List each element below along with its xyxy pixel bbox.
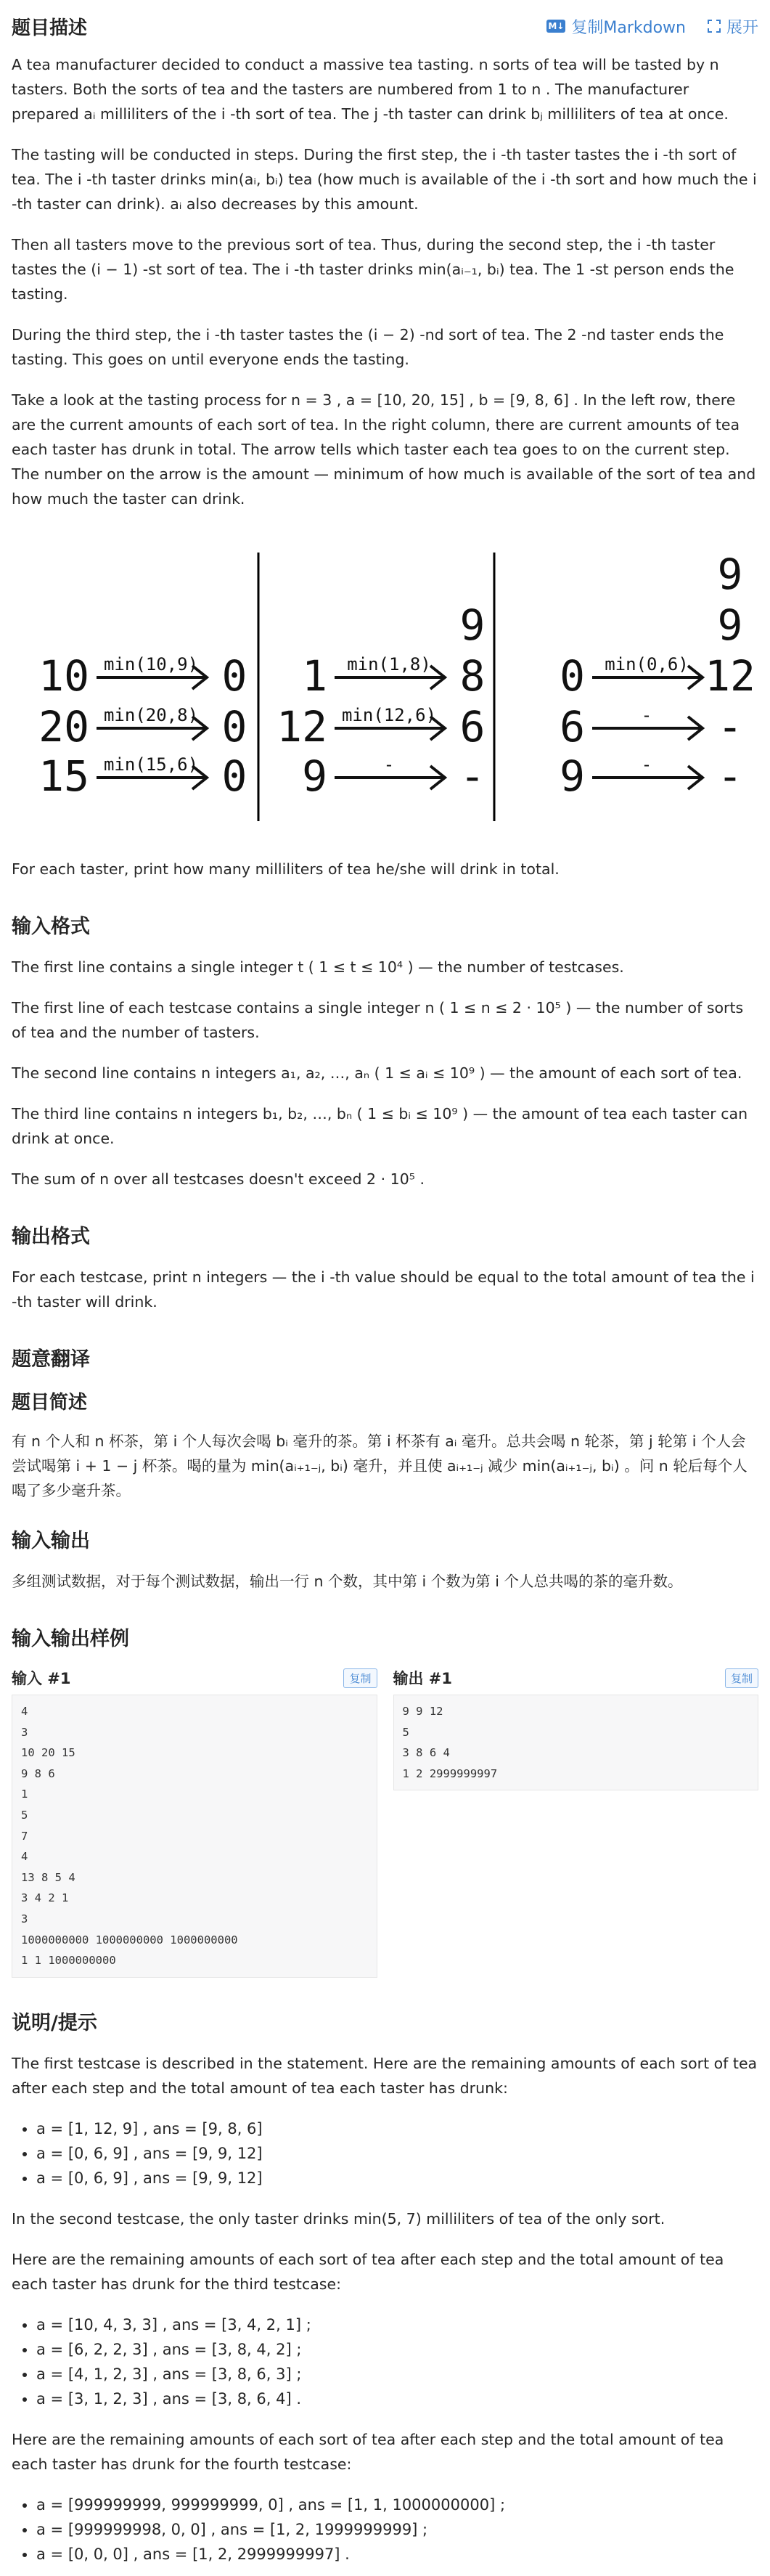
hint-list-item: • a = [0, 0, 0] , ans = [1, 2, 2999999997] . — [36, 2542, 758, 2567]
hint-list-item: • a = [4, 1, 2, 3] , ans = [3, 8, 6, 3] ; — [36, 2362, 758, 2387]
arrow-label: min(12,6) — [341, 705, 437, 725]
samples-title: 输入输出样例 — [12, 1628, 129, 1650]
hint-list-item: • a = [0, 6, 9] , ans = [9, 9, 12] — [36, 2166, 758, 2190]
taster-total-right: 12 — [705, 651, 755, 701]
sample-output-title: 输出 #1 — [393, 1670, 453, 1687]
taster-total-right: - — [717, 702, 743, 751]
taster-finished-total: 9 — [717, 550, 743, 599]
hint-list-item: • a = [0, 6, 9] , ans = [9, 9, 12] — [36, 2141, 758, 2166]
desc-paragraph-1: A tea manufacturer decided to conduct a massive tea tasting. n sorts of tea will be tasted by n tasters. Both the sorts of tea and the tasters are numbered from 1 to n . The manufacturer prepared aᵢ milliliters of the i -th sort of tea. The j -th taster can drink bⱼ milliliters of tea at once. — [12, 56, 729, 123]
translation-summary-text: 有 n 个人和 n 杯茶，第 i 个人每次会喝 bᵢ 毫升的茶。第 i 杯茶有 aᵢ 毫升。总共会喝 n 轮茶，第 j 轮第 i 个人会尝试喝第 i + 1 − j 杯茶。喝的量为 min(aᵢ₊₁₋ⱼ, bᵢ) 毫升，并且使 aᵢ₊₁₋ⱼ 减少 min(aᵢ₊₁₋ⱼ, bᵢ) 。问 n 轮后每个人喝了多少毫升茶。 — [12, 1432, 748, 1499]
taster-finished-total: 9 — [459, 600, 486, 650]
taster-finished-total: 9 — [717, 600, 743, 650]
input-format-p1: The first line contains a single integer t ( 1 ≤ t ≤ 10⁴ ) — the number of testcases. — [12, 958, 624, 976]
sample-input-title: 输入 #1 — [12, 1670, 71, 1687]
taster-total-right: 6 — [459, 702, 486, 751]
title-bar — [12, 0, 758, 52]
arrow-label: - — [641, 754, 652, 775]
tea-amount-left: 12 — [277, 702, 327, 751]
arrow-label: min(20,8) — [103, 705, 199, 725]
copy-markdown-label: 复制Markdown — [571, 18, 686, 37]
arrow-label: - — [641, 705, 652, 725]
expand-button[interactable] — [708, 15, 758, 38]
taster-total-right: 0 — [221, 751, 247, 801]
hint-title: 说明/提示 — [12, 2011, 97, 2034]
hint-list-3 — [12, 2493, 758, 2567]
translation-io-text: 多组测试数据，对于每个测试数据，输出一行 n 个数，其中第 i 个数为第 i 个人总共喝的茶的毫升数。 — [12, 1573, 683, 1590]
arrow-label: - — [383, 754, 395, 775]
title-actions — [546, 15, 758, 38]
hint-list-item: • a = [1, 12, 9] , ans = [9, 8, 6] — [36, 2116, 758, 2141]
hint-p1: The first testcase is described in the statement. Here are the remaining amounts of each sort of tea after each step and the total amount of tea each taster has drunk: — [12, 2054, 758, 2097]
arrow-label: min(15,6) — [103, 754, 199, 775]
sample-output — [393, 1667, 759, 1978]
tea-amount-left: 9 — [560, 751, 585, 801]
hint-list-item: • a = [999999999, 999999999, 0] , ans = [1, 1, 1000000000] ; — [36, 2493, 758, 2517]
output-format-title: 输出格式 — [12, 1226, 90, 1248]
markdown-icon: M↓ — [548, 21, 565, 31]
hint-list-2 — [12, 2312, 758, 2411]
taster-total-right: 0 — [221, 702, 247, 751]
sample-output-header — [393, 1667, 759, 1689]
hint-list-1 — [12, 2116, 758, 2190]
translation-io-title: 输入输出 — [12, 1530, 90, 1552]
expand-icon — [708, 20, 721, 33]
translation-title: 题意翻译 — [12, 1348, 90, 1371]
desc-paragraph-2: The tasting will be conducted in steps. During the first step, the i -th taster tastes the i -th sort of tea. The i -th taster drinks min(aᵢ, bᵢ) tea (how much is available of the i -th sort and how much the i -th taster can drink). aᵢ also decreases by this amount. — [12, 146, 757, 213]
taster-total-right: - — [459, 751, 486, 801]
hint-list-item: • a = [999999998, 0, 0] , ans = [1, 2, 1999999999] ; — [36, 2517, 758, 2542]
tasting-process-diagram — [12, 549, 759, 839]
taster-total-right: 8 — [459, 651, 486, 701]
taster-total-right: 0 — [221, 651, 247, 701]
input-format-p2: The first line of each testcase contains a single integer n ( 1 ≤ n ≤ 2 · 10⁵ ) — the number of sorts of tea and the number of tasters. — [12, 999, 744, 1041]
problem-description-title: 题目描述 — [12, 17, 88, 39]
input-format-title: 输入格式 — [12, 916, 90, 938]
tea-amount-left: 20 — [38, 702, 89, 751]
copy-output-button[interactable]: 复制 — [725, 1668, 758, 1688]
samples-container — [12, 1667, 758, 1978]
input-format-p5: The sum of n over all testcases doesn't exceed 2 · 10⁵ . — [12, 1170, 425, 1188]
hint-list-item: • a = [6, 2, 2, 3] , ans = [3, 8, 4, 2] ; — [36, 2337, 758, 2362]
desc-paragraph-3: Then all tasters move to the previous sort of tea. Thus, during the second step, the i -th taster tastes the (i − 1) -st sort of tea. The i -th taster drinks min(aᵢ₋₁, bᵢ) tea. The 1 -st person ends the tasting. — [12, 236, 734, 303]
hint-p3: Here are the remaining amounts of each sort of tea after each step and the total amount of tea each taster has drunk for the third testcase: — [12, 2250, 724, 2293]
copy-input-button[interactable]: 复制 — [343, 1668, 377, 1688]
taster-total-right: - — [717, 751, 743, 801]
expand-label: 展开 — [726, 18, 758, 37]
desc-paragraph-4: During the third step, the i -th taster tastes the (i − 2) -nd sort of tea. The 2 -nd taster ends the tasting. This goes on until everyone ends the tasting. — [12, 326, 724, 368]
hint-p4: Here are the remaining amounts of each sort of tea after each step and the total amount of tea each taster has drunk for the fourth testcase: — [12, 2430, 724, 2473]
arrow-label: min(0,6) — [605, 654, 689, 674]
input-format-p4: The third line contains n integers b₁, b₂, …, bₙ ( 1 ≤ bᵢ ≤ 10⁹ ) — the amount of tea each taster can drink at once. — [12, 1105, 748, 1147]
tea-amount-left: 6 — [560, 702, 585, 751]
tea-amount-left: 15 — [38, 751, 89, 801]
sample-input-code: 4 3 10 20 15 9 8 6 1 5 7 4 13 8 5 4 3 4 2 1 3 1000000000 1000000000 1000000000 1 1 1000000000 — [12, 1695, 377, 1978]
input-format-p3: The second line contains n integers a₁, a₂, …, aₙ ( 1 ≤ aᵢ ≤ 10⁹ ) — the amount of each sort of tea. — [12, 1064, 742, 1082]
translation-summary-title: 题目简述 — [12, 1392, 88, 1414]
arrow-label: min(1,8) — [347, 654, 431, 674]
tea-amount-left: 9 — [302, 751, 327, 801]
tea-amount-left: 10 — [38, 651, 89, 701]
sample-output-code: 9 9 12 5 3 8 6 4 1 2 2999999997 — [393, 1695, 759, 1790]
copy-markdown-button[interactable] — [546, 15, 686, 38]
tea-amount-left: 1 — [302, 651, 327, 701]
desc-paragraph-5: Take a look at the tasting process for n = 3 , a = [10, 20, 15] , b = [9, 8, 6] . In the left row, there are the current amounts of each sort of tea. In the right column, there are current amounts of tea each taster has drunk in total. The arrow tells which taster each tea goes to on the current step. The number on the arrow is the amount — minimum of how much is available of the sort of tea and how much the taster can drink. — [12, 391, 756, 508]
sample-input-header — [12, 1667, 377, 1689]
arrow-label: min(10,9) — [103, 654, 199, 674]
hint-p2: In the second testcase, the only taster drinks min(5, 7) milliliters of tea of the only sort. — [12, 2209, 665, 2227]
sample-input — [12, 1667, 377, 1978]
desc-paragraph-6: For each taster, print how many milliliters of tea he/she will drink in total. — [12, 860, 560, 878]
tea-amount-left: 0 — [560, 651, 585, 701]
output-format-p1: For each testcase, print n integers — the i -th value should be equal to the total amount of tea the i -th taster will drink. — [12, 1268, 755, 1311]
hint-list-item: • a = [10, 4, 3, 3] , ans = [3, 4, 2, 1] ; — [36, 2312, 758, 2337]
hint-list-item: • a = [3, 1, 2, 3] , ans = [3, 8, 6, 4] . — [36, 2387, 758, 2411]
